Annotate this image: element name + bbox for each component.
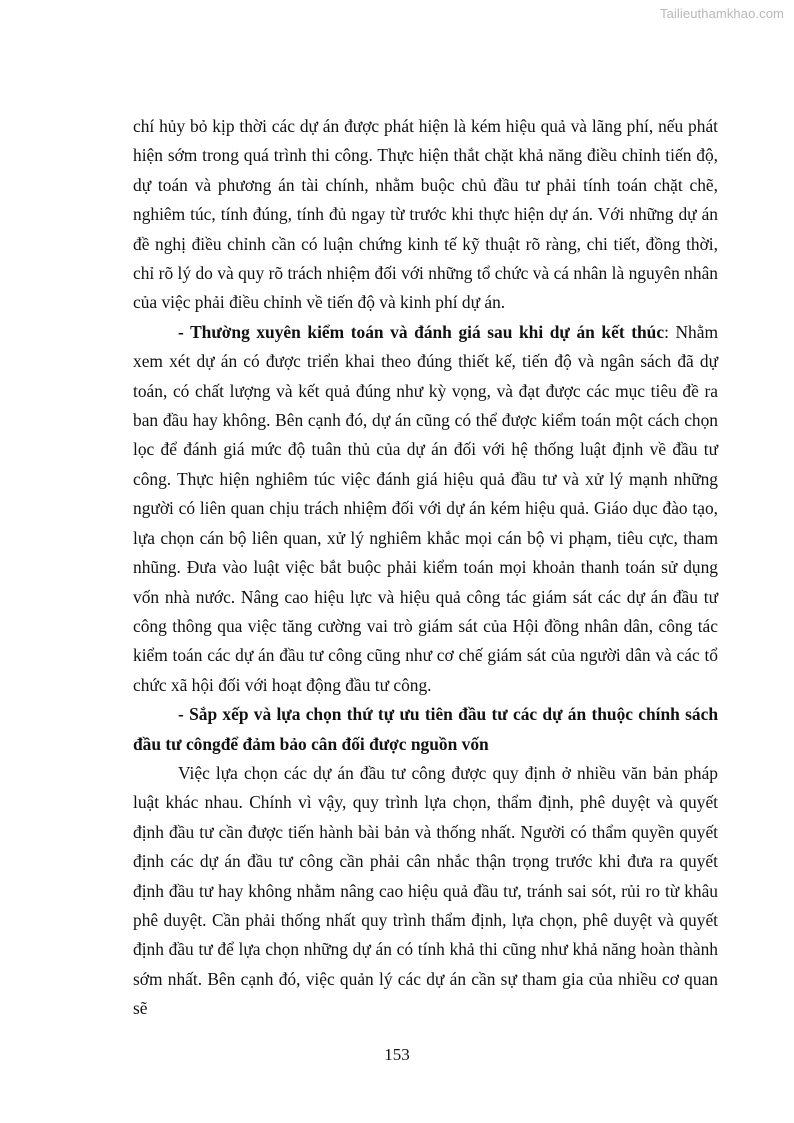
paragraph-2 xyxy=(133,318,718,700)
watermark: Tailieuthamkhao.com xyxy=(659,6,784,21)
page-number: 153 xyxy=(384,1045,410,1064)
paragraph-2-body: : Nhằm xem xét dự án có được triển khai theo đúng thiết kế, tiến độ và ngân sách đã dự toán, có chất lượng và kết quả đúng như kỳ vọng, và đạt được các mục tiêu đề ra ban đầu hay không. Bên cạnh đó, dự án cũng có thể được kiểm toán một cách chọn lọc để đánh giá mức độ tuân thủ của dự án đối với hệ thống luật định về đầu tư công. Thực hiện nghiêm túc việc đánh giá hiệu quả đầu tư và xử lý mạnh những người có liên quan chịu trách nhiệm đối với dự án kém hiệu quả. Giáo dục đào tạo, lựa chọn cán bộ liên quan, xử lý nghiêm khắc mọi cán bộ vi phạm, tiêu cực, tham nhũng. Đưa vào luật việc bắt buộc phải kiểm toán mọi khoản thanh toán sử dụng vốn nhà nước. Nâng cao hiệu lực và hiệu quả công tác giám sát các dự án đầu tư công thông qua việc tăng cường vai trò giám sát của Hội đồng nhân dân, công tác kiểm toán các dự án đầu tư công cũng như cơ chế giám sát của người dân và các tổ chức xã hội đối với hoạt động đầu tư công. xyxy=(133,321,718,695)
paragraph-2-heading: - Thường xuyên kiểm toán và đánh giá sau khi dự án kết thúc xyxy=(178,321,665,342)
paragraph-3-heading: - Sắp xếp và lựa chọn thứ tự ưu tiên đầu tư các dự án thuộc chính sách đầu tư côngđể đảm bảo cân đối được nguồn vốn xyxy=(133,704,718,754)
paragraph-1: chí hủy bỏ kịp thời các dự án được phát hiện là kém hiệu quả và lãng phí, nếu phát hiện sớm trong quá trình thi công. Thực hiện thắt chặt khả năng điều chỉnh tiến độ, dự toán và phương án tài chính, nhằm buộc chủ đầu tư phải tính toán chặt chẽ, nghiêm túc, tính đúng, tính đủ ngay từ trước khi thực hiện dự án. Với những dự án đề nghị điều chỉnh cần có luận chứng kinh tế kỹ thuật rõ ràng, chi tiết, đồng thời, chỉ rõ lý do và quy rõ trách nhiệm đối với những tổ chức và cá nhân là nguyên nhân của việc phải điều chỉnh về tiến độ và kinh phí dự án. xyxy=(133,116,718,313)
paragraph-4: Việc lựa chọn các dự án đầu tư công được quy định ở nhiều văn bản pháp luật khác nhau. Chính vì vậy, quy trình lựa chọn, thẩm định, phê duyệt và quyết định đầu tư cần được tiến hành bài bản và thống nhất. Người có thẩm quyền quyết định các dự án đầu tư công cần phải cân nhắc thận trọng trước khi đưa ra quyết định đầu tư hay không nhằm nâng cao hiệu quả đầu tư, tránh sai sót, rủi ro từ khâu phê duyệt. Cần phải thống nhất quy trình thẩm định, lựa chọn, phê duyệt và quyết định đầu tư để lựa chọn những dự án có tính khả thi cũng như khả năng hoàn thành sớm nhất. Bên cạnh đó, việc quản lý các dự án cần sự tham gia của nhiều cơ quan sẽ xyxy=(133,762,718,1019)
document-body xyxy=(133,112,718,1024)
